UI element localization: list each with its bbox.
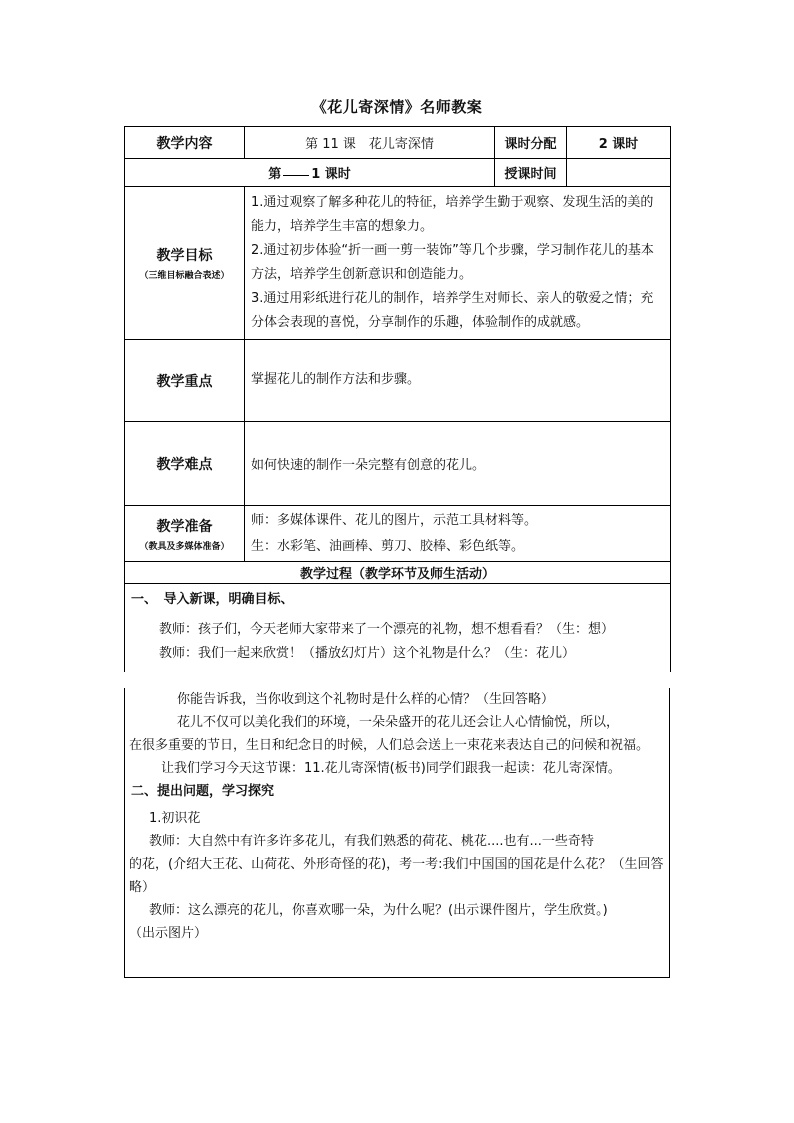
key-points-row [125, 340, 671, 422]
preparation-sublabel: （教具及多媒体准备） [139, 541, 230, 552]
key-points-label: 教学重点 [125, 340, 245, 422]
time-label: 授课时间 [495, 159, 567, 187]
goal-item: 3.通过用彩纸进行花儿的制作，培养学生对师长、亲人的敬爱之情；充分体会表现的喜悦，分享制作的乐趣，体验制作的成就感。 [251, 291, 654, 330]
cont-line: 的花，(介绍大王花、山荷花、外形奇怪的花)，考一考:我们中国国的国花是什么花？（生回答略） [129, 857, 664, 895]
cont-paragraph-rest: 在很多重要的节日，生日和纪念日的时候，人们总会送上一束花来表达自己的问候和祝福。 [129, 738, 650, 753]
process-title-row [125, 562, 671, 584]
difficulties-row [125, 422, 671, 506]
teacher-prep: 师：多媒体课件、花儿的图片，示范工具材料等。 [251, 512, 538, 528]
blank-line [283, 165, 309, 176]
cont-line: 你能告诉我，当你收到这个礼物时是什么样的心情？（生回答略） [177, 692, 555, 707]
goals-row [125, 187, 671, 340]
document-title: 《花儿寄深情》名师教案 [311, 98, 483, 116]
hour-row [125, 159, 671, 187]
key-points-text: 掌握花儿的制作方法和步骤。 [245, 340, 671, 422]
difficulties-label: 教学难点 [125, 422, 245, 506]
section-two-heading: 二、提出问题，学习探究 [131, 784, 275, 799]
period-value: 2 课时 [567, 127, 671, 159]
dialog-line: 教师：孩子们，今天老师大家带来了一个漂亮的礼物，想不想看看？（生：想） [159, 622, 615, 637]
lesson-plan-table [124, 126, 671, 672]
cont-line: 教师：这么漂亮的花儿，你喜欢哪一朵，为什么呢？(出示课件图片，学生欣赏。) [149, 903, 608, 918]
preparation-content [245, 506, 671, 562]
cont-line: （出示图片） [129, 926, 208, 941]
section-one-heading: 一、 导入新课，明确目标、 [131, 592, 294, 607]
goal-item: 1.通过观察了解多种花儿的特征，培养学生勤于观察、发现生活的美的能力，培养学生丰富的想象力。 [251, 195, 654, 234]
cont-paragraph-start: 花儿不仅可以美化我们的环境，一朵朵盛开的花儿还会让人心情愉悦，所以， [177, 715, 620, 730]
time-value [567, 159, 671, 187]
process-title: 教学过程（教学环节及师生活动） [125, 562, 671, 584]
dialog-line: 教师：我们一起来欣赏！（播放幻灯片）这个礼物是什么？（生：花儿） [159, 646, 576, 661]
process-body-row [125, 584, 671, 673]
cont-line: 教师：大自然中有许多许多花儿，有我们熟悉的荷花、桃花....也有...一些奇特 [149, 834, 594, 849]
lesson-title: 第 11 课 花儿寄深情 [245, 127, 495, 159]
goals-label-cell [125, 187, 245, 340]
goal-item: 2.通过初步体验“折一画一剪一装饰”等几个步骤，学习制作花儿的基本方法，培养学生创新意识和创造能力。 [251, 243, 654, 282]
goals-content [245, 187, 671, 340]
hour-suffix: 1 课时 [311, 167, 351, 182]
subsection-heading: 1.初识花 [149, 811, 201, 826]
header-row [125, 127, 671, 159]
difficulties-text: 如何快速的制作一朵完整有创意的花儿。 [245, 422, 671, 506]
goals-label: 教学目标 [156, 248, 213, 264]
student-prep: 生：水彩笔、油画棒、剪刀、胶棒、彩色纸等。 [251, 538, 525, 554]
process-body [125, 584, 671, 673]
content-label: 教学内容 [125, 127, 245, 159]
continuation-block [124, 688, 670, 978]
preparation-label: 教学准备 [156, 518, 213, 535]
hour-cell [125, 159, 495, 187]
period-label: 课时分配 [495, 127, 567, 159]
goals-sublabel: （三维目标融合表述） [139, 271, 230, 281]
cont-line: 让我们学习今天这节课：11.花儿寄深情(板书)同学们跟我一起读：花儿寄深情。 [161, 761, 621, 776]
preparation-row [125, 506, 671, 562]
hour-prefix: 第 [268, 167, 282, 182]
preparation-label-cell [125, 506, 245, 562]
